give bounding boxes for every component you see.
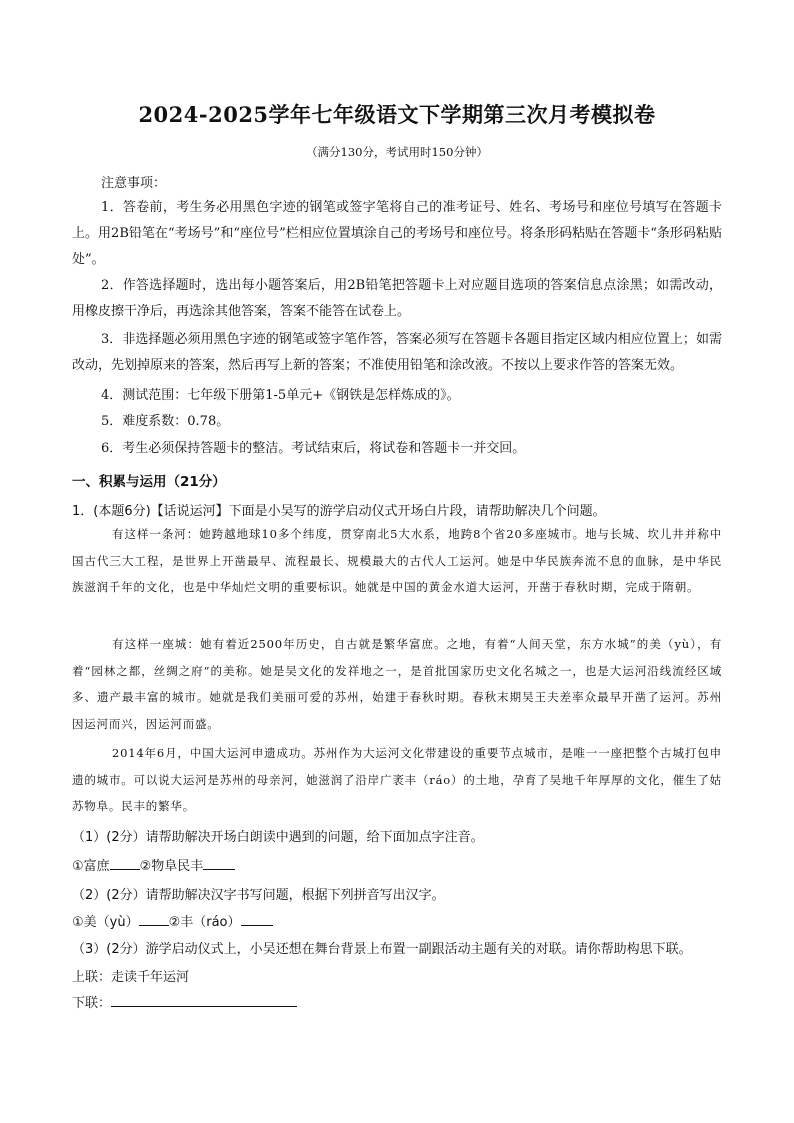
answer-label-1: ①美（yù）: [72, 915, 139, 930]
notice-item-5: 5．难度系数：0.78。: [101, 414, 230, 429]
notice-item-2: 2．作答选择题时，选出每小题答案后，用2B铅笔把答题卡上对应题目选项的答案信息点涂黑；如需改动，用橡皮擦干净后，再选涂其他答案，答案不能答在试卷上。: [72, 278, 722, 319]
upper-couplet: 上联：走读千年运河: [72, 970, 190, 985]
section-heading: 一、积累与运用（21分）: [72, 474, 226, 490]
notice-item-6: 6．考生必须保持答题卡的整洁。考试结束后，将试卷和答题卡一并交回。: [101, 441, 526, 456]
answer-label-1: ①富庶: [72, 859, 110, 874]
passage-paragraph-3: 2014年6月，中国大运河申遗成功。苏州作为大运河文化带建设的重要节点城市，是唯一一座把整个古城打包申遗的城市。可以说大运河是苏州的母亲河，她滋润了沿岸广袤丰（ráo）的土地，孕育了吴地千年厚厚的文化，催生了姑苏物阜。民丰的繁华。: [72, 746, 722, 813]
sub-question-1-answers: [72, 855, 732, 874]
lower-couplet-row: [72, 992, 732, 1011]
lower-couplet-label: 下联：: [72, 996, 112, 1011]
sub-question-3: （3）(2分）游学启动仪式上，小吴还想在舞台背景上布置一副跟活动主题有关的对联。请你帮助构思下联。: [72, 942, 692, 957]
exam-info: （满分130分，考试用时150分钟）: [306, 145, 488, 159]
notice-item-3: 3．非选择题必须用黑色字迹的钢笔或签字笔作答，答案必须写在答题卡各题目指定区域内相应位置上；如需改动，先划掉原来的答案，然后再写上新的答案；不准使用铅笔和涂改液。不按以上要求作答的答案无效。: [72, 332, 722, 373]
notice-item-1: 1．答卷前，考生务必用黑色字迹的钢笔或签字笔将自己的准考证号、姓名、考场号和座位号填写在答题卡上。用2B铅笔在“考场号”和“座位号”栏相应位置填涂自己的考场号和座位号。将条形码粘贴在答题卡“条形码粘贴处”。: [72, 200, 722, 267]
answer-blank[interactable]: [139, 912, 169, 926]
passage-paragraph-2: 有这样一座城：她有着近2500年历史，自古就是繁华富庶。之地，有着“人间天堂，东方水城”的美（yù），有着“园林之都，丝绸之府”的美称。她是吴文化的发祥地之一，是首批国家历史文化名城之一，也是大运河沿线流经区域多、遗产最丰富的城市。她就是我们美丽可爱的苏州，始建于春秋时期。春秋末期吴王夫差率众最早开凿了运河。苏州因运河而兴，因运河而盛。: [72, 637, 722, 731]
sub-question-2: （2）(2分）请帮助解决汉字书写问题，根据下列拼音写出汉字。: [72, 888, 445, 903]
answer-blank[interactable]: [241, 912, 273, 926]
sub-question-1: （1）(2分）请帮助解决开场白朗读中遇到的问题，给下面加点字注音。: [72, 830, 484, 845]
answer-label-2: ②物阜民丰: [139, 859, 204, 874]
answer-label-2: ②丰（ráo）: [168, 915, 241, 930]
page-title: 2024-2025学年七年级语文下学期第三次月考模拟卷: [138, 102, 656, 127]
passage-paragraph-1: 有这样一条河：她跨越地球10多个纬度，贯穿南北5大水系，地跨8个省20多座城市。地与长城、坎儿井并称中国古代三大工程，是世界上开凿最早、流程最长、规模最大的古代人工运河。她是中华民族奔流不息的血脉，是中华民族滋润千年的文化，也是中华灿烂文明的重要标识。她就是中国的黄金水道大运河，开凿于春秋时期，完成于隋朝。: [72, 527, 722, 594]
sub-question-2-answers: [72, 911, 732, 930]
question-1-intro: 1．(本题6分)【话说运河】下面是小吴写的游学启动仪式开场白片段，请帮助解决几个问题。: [72, 504, 606, 519]
answer-blank[interactable]: [110, 856, 140, 870]
answer-blank[interactable]: [203, 856, 235, 870]
notice-item-4: 4．测试范围：七年级下册第1-5单元+《钢铁是怎样炼成的》。: [101, 388, 460, 403]
answer-blank[interactable]: [111, 993, 297, 1007]
notice-heading: 注意事项：: [101, 176, 167, 191]
